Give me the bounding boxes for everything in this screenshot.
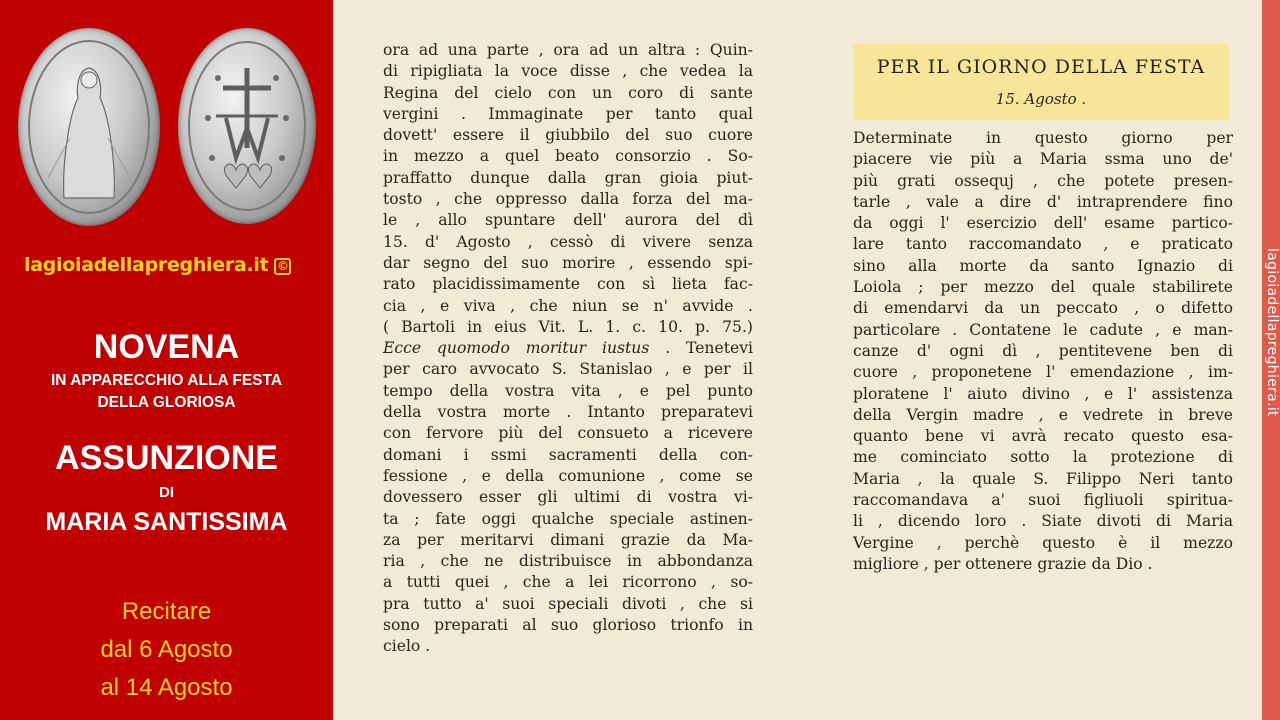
text-line: Determinate in questo giorno per: [853, 129, 1233, 147]
text-line: con fervore più del consueto a ricevere: [383, 424, 753, 443]
text-line: tosto , che oppresso dalla forza del ma-: [383, 190, 753, 209]
latin-quote: Ecce quomodo moritur iustus: [383, 339, 650, 358]
text-line: da oggi l' esercizio dell' esame partico-: [853, 214, 1233, 233]
miraculous-medal-front-image: [18, 28, 160, 226]
title-subtitle-2: DELLA GLORIOSA: [97, 394, 236, 411]
text-line: Maria , la quale S. Filippo Neri tanto: [853, 469, 1233, 488]
title-assunzione: ASSUNZIONE: [55, 439, 278, 477]
text-line: della Vergin madre , e vedrete in breve: [853, 405, 1233, 424]
text-line: za per meritarvi dimani grazie da Ma-: [383, 530, 753, 549]
text-line: Loiola ; per mezzo del quale stabilirete: [853, 278, 1233, 297]
text-line: le , allo spuntare dell' aurora del dì: [383, 211, 753, 230]
right-page-text: [853, 128, 1233, 575]
text-line: tempo della vostra vita , e pel punto: [383, 381, 753, 400]
text-line: Ecce quomodo moritur iustus . Tenetevi: [383, 339, 753, 358]
festa-heading: PER IL GIORNO DELLA FESTA: [876, 56, 1206, 78]
text-line: della vostra morte . Intanto preparatevi: [383, 403, 753, 422]
left-panel: [0, 0, 333, 720]
text-line: praffatto dunque dalla gran gioia piut-: [383, 168, 753, 187]
text-line: cia , e viva , che niun se n' avvide .: [383, 296, 753, 315]
text-line: in mezzo a quel beato consorzio . So-: [383, 147, 753, 166]
text-line: rato placidissimamente con sì lieta fac-: [383, 275, 753, 294]
title-maria-santissima: MARIA SANTISSIMA: [45, 508, 288, 536]
title-novena: NOVENA: [93, 328, 240, 366]
text-line: lare tanto raccomandato , e praticato: [853, 235, 1233, 254]
festa-date: 15. Agosto .: [995, 90, 1087, 108]
text-line: dovett' essere il giubbilo del suo cuore: [383, 126, 753, 145]
text-line: migliore , per ottenere grazie da Dio .: [853, 554, 1153, 573]
text-line: per caro avvocato S. Stanislao , e per il: [383, 360, 753, 379]
text-line: li , dicendo loro . Siate divoti di Maria: [853, 512, 1233, 531]
text-line: ( Bartoli in eius Vit. L. 1. c. 10. p. 75.): [383, 317, 753, 336]
left-page-text: [383, 40, 753, 658]
text-line: domani i ssmi sacramenti della con-: [383, 445, 753, 464]
text-line: ria , che ne distribuisce in abbondanza: [383, 552, 753, 571]
text-line: fessione , e della comunione , come se: [383, 466, 753, 485]
title-subtitle-1: IN APPARECCHIO ALLA FESTA: [50, 372, 283, 389]
text-line: canze d' ogni dì , pentitevene ben di: [853, 341, 1233, 360]
text-line: di ripigliata la voce disse , che vedea la: [383, 62, 753, 81]
text-line: ta ; fate oggi qualche speciale astinen-: [383, 509, 753, 528]
site-label: [24, 254, 314, 276]
text-line: particolare . Contatene le cadute , e man-: [853, 320, 1233, 339]
text-line: raccomandava a' suoi figliuoli spiritua-: [853, 491, 1233, 510]
side-watermark-text: lagioiadellapreghiera.it: [1264, 248, 1280, 417]
text-line: cuore , proponetene l' emendazione , im-: [853, 363, 1233, 382]
text-line: piacere vie più a Maria ssma uno de': [853, 150, 1233, 169]
recite-start-date: dal 6 Agosto: [100, 636, 233, 663]
recite-label: Recitare: [121, 598, 212, 625]
text-line: a tutti quei , che a lei ricorrono , so-: [383, 573, 753, 592]
side-watermark: [1266, 248, 1280, 488]
text-line: sino alla morte da santo Ignazio di: [853, 256, 1233, 275]
book-scan: [333, 0, 1262, 720]
text-line: Vergine , perchè questo è il mezzo: [853, 533, 1233, 552]
text-line: cielo .: [383, 637, 431, 656]
text-line: di emendarvi da un peccato , o difetto: [853, 299, 1233, 318]
copyright-icon: ©: [274, 258, 291, 275]
text-line: ora ad una parte , ora ad un altra : Quin-: [383, 41, 753, 59]
text-line: tarle , vale a dire d' intraprendere fino: [853, 192, 1233, 211]
text-line: Regina del cielo con un coro di sante: [383, 83, 753, 102]
text-line: quanto bene vi avrà recato questo esa-: [853, 427, 1233, 446]
text-line: 15. d' Agosto , cessò di vivere senza: [383, 232, 753, 251]
text-line: pra tutto a' suoi speciali divoti , che si: [383, 594, 753, 613]
title-di: DI: [159, 484, 174, 501]
text-line: sono preparati al suo glorioso trionfo in: [383, 616, 753, 635]
site-name: lagioiadellapreghiera.it: [24, 254, 269, 276]
text-line: dar segno del suo morire , essendo spi-: [383, 253, 753, 272]
text-line: ploratene l' aiuto divino , e l' assistenza: [853, 384, 1233, 403]
text-line: più grati ossequj , che potete presen-: [853, 171, 1233, 190]
text-line: dovessero esser gli ultimi di vostra vi-: [383, 488, 753, 507]
miraculous-medal-back-image: [178, 28, 316, 224]
festa-heading-highlight: [853, 44, 1229, 120]
text-line: me cominciato sotto la protezione di: [853, 448, 1233, 467]
recite-end-date: al 14 Agosto: [100, 674, 233, 701]
text-line: vergini . Immaginate per tanto qual: [383, 104, 753, 123]
